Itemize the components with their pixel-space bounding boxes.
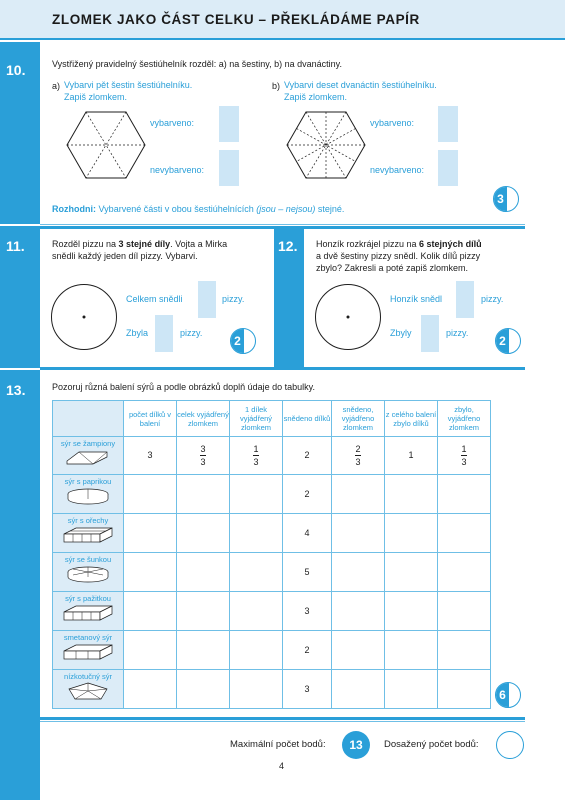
row-label: sýr s pažitkou xyxy=(65,594,111,603)
ex11-pizza-label1: pizzy. xyxy=(222,294,245,304)
ex12-pizza-label1: pizzy. xyxy=(481,294,504,304)
max-points-label: Maximální počet bodů: xyxy=(230,739,326,750)
ex10-a-line2: Zapiš zlomkem. xyxy=(64,92,128,102)
ex13-instruction: Pozoruj různá balení sýrů a podle obrázků doplň údaje do tabulky. xyxy=(52,382,316,392)
ex11-left-answer[interactable] xyxy=(155,315,173,352)
cheese-table xyxy=(52,400,491,709)
ex11-score-value: 2 xyxy=(234,334,241,348)
cell-empty[interactable] xyxy=(385,475,438,514)
max-points-badge xyxy=(342,731,370,759)
cheese-block-icon xyxy=(60,642,116,662)
fraction-numerator: 3 xyxy=(200,444,206,454)
cell-eaten: 3 xyxy=(283,592,332,631)
ex10-b-colored-answer[interactable] xyxy=(438,106,458,142)
ex10-b-prefix: b) xyxy=(272,81,281,91)
table-row xyxy=(53,631,491,670)
ex10-instruction: Vystřižený pravidelný šestiúhelník rozděl: a) na šestiny, b) na dvanáctiny. xyxy=(52,59,342,69)
row-label: sýr se žampiony xyxy=(60,439,116,448)
fraction-denominator: 3 xyxy=(461,457,467,467)
table-row xyxy=(53,437,491,475)
footer-divider-thin xyxy=(40,721,525,722)
cell-eaten: 5 xyxy=(283,553,332,592)
table-header-row xyxy=(53,401,491,437)
cell-empty[interactable] xyxy=(332,631,385,670)
page-title-bar xyxy=(0,0,565,40)
achieved-points-field[interactable] xyxy=(496,731,524,759)
cell-left-fraction xyxy=(438,437,491,475)
ex11-text: . Vojta a Mirka xyxy=(170,239,228,249)
cell-empty[interactable] xyxy=(438,514,491,553)
cheese-block-icon xyxy=(60,525,116,545)
ex10-a-colored-label: vybarveno: xyxy=(150,118,195,128)
cell-empty[interactable] xyxy=(230,553,283,592)
ex12-instruction-line3: zbylo? Zakresli a poté zapiš zlomkem. xyxy=(316,263,469,273)
cell-eaten-fraction xyxy=(332,437,385,475)
cell-eaten: 2 xyxy=(283,631,332,670)
fraction-numerator: 1 xyxy=(461,444,467,454)
ex13-score-value: 6 xyxy=(499,688,506,702)
ex10-score-value: 3 xyxy=(497,192,504,206)
page-title: ZLOMEK JAKO ČÁST CELKU – PŘEKLÁDÁME PAPÍR xyxy=(52,12,420,27)
ex10-b-uncolored-label: nevybarveno: xyxy=(370,165,425,175)
cheese-block-icon xyxy=(60,603,116,623)
cell-empty[interactable] xyxy=(332,553,385,592)
row-label-cell xyxy=(53,437,124,475)
table-header: celek vyjádřený zlomkem xyxy=(177,401,230,437)
ex11-bold-text: 3 stejné díly xyxy=(118,239,171,249)
cell-eaten: 2 xyxy=(283,437,332,475)
ex10-a-uncolored-label: nevybarveno: xyxy=(150,165,205,175)
cell-empty[interactable] xyxy=(332,592,385,631)
divider-line xyxy=(40,224,525,225)
cell-empty[interactable] xyxy=(124,514,177,553)
cheese-pentagon-icon xyxy=(63,681,113,701)
table-row xyxy=(53,592,491,631)
table-row xyxy=(53,514,491,553)
fraction-denominator: 3 xyxy=(200,457,206,467)
ex10-a-colored-answer[interactable] xyxy=(219,106,239,142)
hexagon-sixths-icon xyxy=(66,110,146,180)
cell-empty[interactable] xyxy=(177,592,230,631)
ex10-b-colored-label: vybarveno: xyxy=(370,118,415,128)
row-label-cell xyxy=(53,514,124,553)
ex10-b-uncolored-answer[interactable] xyxy=(438,150,458,186)
ex11-pizza-label2: pizzy. xyxy=(180,328,203,338)
table-header: snědeno, vyjádřeno zlomkem xyxy=(332,401,385,437)
cell-eaten: 2 xyxy=(283,475,332,514)
ex10-decide-options: (jsou – nejsou) xyxy=(256,204,316,214)
table-header: zbylo, vyjádřeno zlomkem xyxy=(438,401,491,437)
fraction-numerator: 2 xyxy=(355,444,361,454)
cheese-round-icon xyxy=(63,486,113,506)
cell-empty[interactable] xyxy=(230,592,283,631)
table-row xyxy=(53,670,491,709)
cell-empty[interactable] xyxy=(385,514,438,553)
ex10-b-line2: Zapiš zlomkem. xyxy=(284,92,348,102)
cheese-round-icon xyxy=(63,564,113,584)
pizza-circle-icon xyxy=(50,283,118,351)
cell-empty[interactable] xyxy=(332,670,385,709)
cell-empty[interactable] xyxy=(332,514,385,553)
ex11-instruction-line2: snědli každý jeden díl pizzy. Vybarvi. xyxy=(52,251,198,261)
cell-empty[interactable] xyxy=(438,475,491,514)
ex10-decide-end: stejné. xyxy=(317,204,345,214)
ex11-eaten-answer[interactable] xyxy=(198,281,216,318)
cell-empty[interactable] xyxy=(438,592,491,631)
cell-empty[interactable] xyxy=(124,631,177,670)
table-row xyxy=(53,553,491,592)
cell-empty[interactable] xyxy=(385,631,438,670)
table-row xyxy=(53,475,491,514)
footer-divider xyxy=(40,717,525,720)
ex13-score-badge xyxy=(495,682,521,708)
cell-empty[interactable] xyxy=(230,631,283,670)
page-number: 4 xyxy=(279,761,285,771)
sidebar-ex10 xyxy=(0,42,40,224)
cell-empty[interactable] xyxy=(230,670,283,709)
ex12-eaten-answer[interactable] xyxy=(456,281,474,318)
exercise-number-10: 10. xyxy=(6,62,26,78)
ex10-a-line1: Vybarvi pět šestin šestiúhelníku. xyxy=(64,80,193,90)
table-corner-cell xyxy=(53,401,124,437)
cell-empty[interactable] xyxy=(230,514,283,553)
ex12-eaten-label: Honzík snědl xyxy=(390,294,443,304)
exercise-number-12: 12. xyxy=(278,238,298,254)
cell-empty[interactable] xyxy=(385,592,438,631)
hexagon-twelfths-icon xyxy=(286,110,366,180)
achieved-points-label: Dosažený počet bodů: xyxy=(384,739,479,750)
cell-empty[interactable] xyxy=(124,670,177,709)
cell-empty[interactable] xyxy=(438,670,491,709)
sidebar-ex11 xyxy=(0,226,40,368)
fraction-denominator: 3 xyxy=(355,457,361,467)
row-label-cell xyxy=(53,475,124,514)
fraction-denominator: 3 xyxy=(253,457,259,467)
cell-empty[interactable] xyxy=(124,553,177,592)
ex10-decide-text: Vybarvené části v obou šestiúhelnících xyxy=(98,204,254,214)
table-header: snědeno dílků xyxy=(283,401,332,437)
cell-empty[interactable] xyxy=(385,670,438,709)
cell-left: 1 xyxy=(385,437,438,475)
ex10-a-uncolored-answer[interactable] xyxy=(219,150,239,186)
cell-empty[interactable] xyxy=(177,475,230,514)
table-header: z celého balení zbylo dílků xyxy=(385,401,438,437)
cell-empty[interactable] xyxy=(124,592,177,631)
ex11-score-badge xyxy=(230,328,256,354)
cell-empty[interactable] xyxy=(438,631,491,670)
cell-empty[interactable] xyxy=(332,475,385,514)
cell-empty[interactable] xyxy=(230,475,283,514)
cell-eaten: 4 xyxy=(283,514,332,553)
ex12-left-label: Zbyly xyxy=(390,328,412,338)
pizza-circle-icon xyxy=(314,283,382,351)
cell-empty[interactable] xyxy=(177,670,230,709)
row-label: sýr s ořechy xyxy=(67,516,109,525)
ex12-score-badge xyxy=(495,328,521,354)
table-header: počet dílků v balení xyxy=(124,401,177,437)
cell-empty[interactable] xyxy=(385,553,438,592)
row-label: nízkotučný sýr xyxy=(64,672,112,681)
ex12-score-value: 2 xyxy=(499,334,506,348)
ex10-score-badge xyxy=(493,186,519,212)
ex10-a-prefix: a) xyxy=(52,81,61,91)
cell-eaten: 3 xyxy=(283,670,332,709)
row-label-cell xyxy=(53,670,124,709)
ex12-left-answer[interactable] xyxy=(421,315,439,352)
ex12-instruction-line1 xyxy=(316,238,482,250)
ex10-decide-label: Rozhodni: xyxy=(52,204,96,214)
table-header: 1 dílek vyjádřený zlomkem xyxy=(230,401,283,437)
max-points-value: 13 xyxy=(349,738,363,752)
fraction-numerator: 1 xyxy=(253,444,259,454)
row-label: smetanový sýr xyxy=(63,633,113,642)
sidebar-ex13 xyxy=(0,370,40,800)
cell-empty[interactable] xyxy=(177,514,230,553)
ex12-text: Honzík rozkrájel pizzu na xyxy=(316,239,420,249)
ex12-bold-text: 6 stejných dílů xyxy=(419,239,482,249)
row-label: sýr s paprikou xyxy=(64,477,112,486)
ex11-eaten-label: Celkem snědli xyxy=(126,294,183,304)
ex10-decide-sentence xyxy=(52,203,344,215)
cell-empty[interactable] xyxy=(124,475,177,514)
ex12-pizza-label2: pizzy. xyxy=(446,328,469,338)
exercise-number-11: 11. xyxy=(6,238,25,254)
cell-empty[interactable] xyxy=(438,553,491,592)
row-label-cell xyxy=(53,592,124,631)
cell-one-fraction xyxy=(230,437,283,475)
ex12-instruction-line2: a dvě šestiny pizzy snědl. Kolik dílů pizzy xyxy=(316,251,481,261)
sidebar-ex12 xyxy=(274,226,304,368)
row-label-cell xyxy=(53,631,124,670)
ex11-left-label: Zbyla xyxy=(126,328,149,338)
cell-whole-fraction xyxy=(177,437,230,475)
ex10-b-line1: Vybarvi deset dvanáctin šestiúhelníku. xyxy=(284,80,437,90)
cell-empty[interactable] xyxy=(177,631,230,670)
row-label-cell xyxy=(53,553,124,592)
cell-count: 3 xyxy=(124,437,177,475)
row-label: sýr se šunkou xyxy=(64,555,112,564)
ex11-text: Rozděl pizzu na xyxy=(52,239,119,249)
exercise-number-13: 13. xyxy=(6,382,26,398)
cell-empty[interactable] xyxy=(177,553,230,592)
ex11-instruction-line1 xyxy=(52,238,227,250)
cheese-wedge-icon xyxy=(63,448,113,466)
